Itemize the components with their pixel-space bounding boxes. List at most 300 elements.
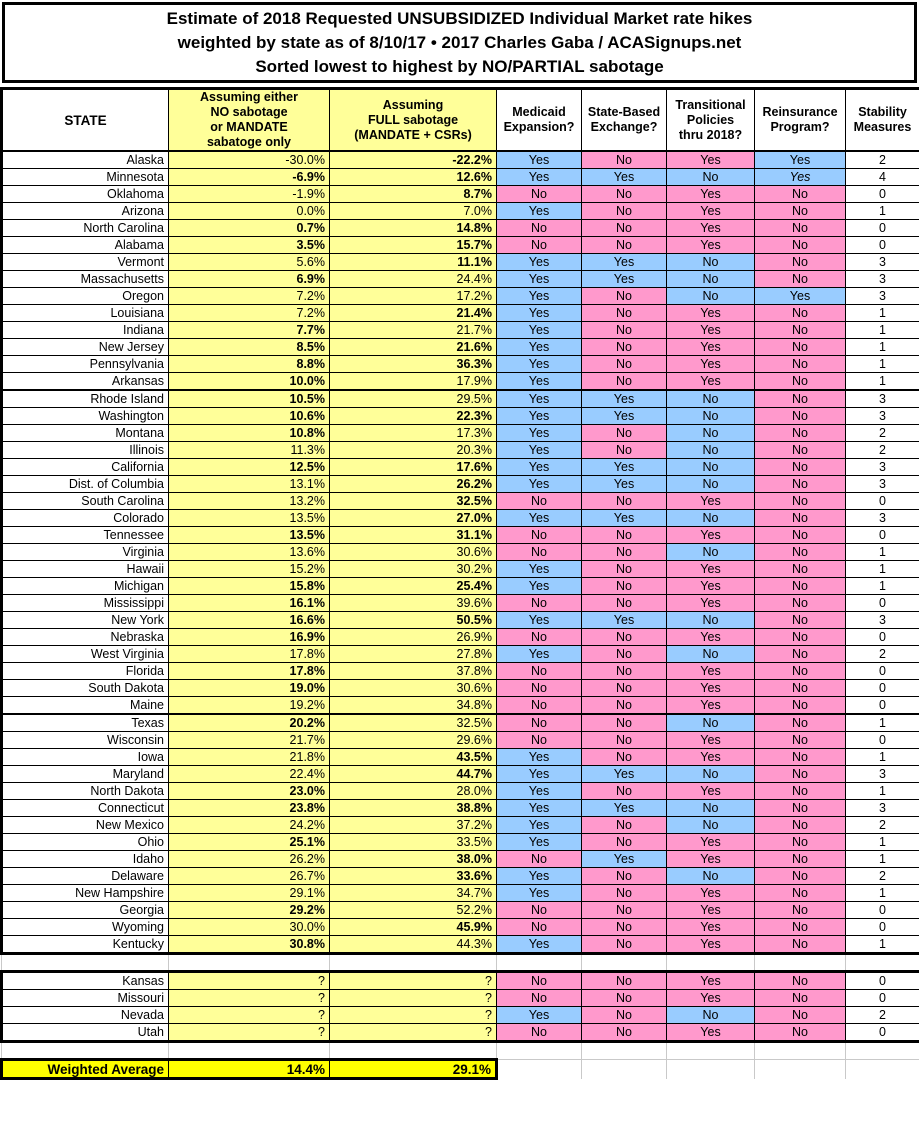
- title-line-3: Sorted lowest to highest by NO/PARTIAL sabotage: [255, 56, 664, 76]
- spacer-cell: [497, 954, 582, 972]
- transitional-policies-cell: Yes: [667, 1024, 755, 1042]
- spacer-cell: [497, 1042, 582, 1060]
- no-sabotage-rate-cell: ?: [169, 1024, 330, 1042]
- no-sabotage-rate-cell: 23.8%: [169, 800, 330, 817]
- full-sabotage-rate-cell: 17.9%: [330, 373, 497, 391]
- medicaid-expansion-cell: Yes: [497, 578, 582, 595]
- state-cell: Indiana: [2, 322, 169, 339]
- table-row: [2, 237, 919, 254]
- transitional-policies-cell: Yes: [667, 339, 755, 356]
- medicaid-expansion-cell: Yes: [497, 288, 582, 305]
- transitional-policies-cell: Yes: [667, 783, 755, 800]
- no-sabotage-rate-cell: -6.9%: [169, 169, 330, 186]
- spacer-cell: [330, 1042, 497, 1060]
- no-sabotage-rate-cell: 8.5%: [169, 339, 330, 356]
- table-row: [2, 561, 919, 578]
- spacer-cell: [582, 1042, 667, 1060]
- state-exchange-cell: Yes: [582, 476, 667, 493]
- no-sabotage-rate-cell: 15.2%: [169, 561, 330, 578]
- medicaid-expansion-cell: Yes: [497, 510, 582, 527]
- table-row: [2, 972, 919, 990]
- state-exchange-cell: No: [582, 936, 667, 954]
- reinsurance-program-cell: No: [755, 305, 846, 322]
- state-exchange-cell: Yes: [582, 851, 667, 868]
- state-exchange-cell: Yes: [582, 271, 667, 288]
- stability-measures-cell: 3: [846, 612, 919, 629]
- transitional-policies-cell: Yes: [667, 990, 755, 1007]
- stability-measures-cell: 0: [846, 697, 919, 715]
- full-sabotage-rate-cell: 12.6%: [330, 169, 497, 186]
- medicaid-expansion-cell: Yes: [497, 151, 582, 169]
- transitional-policies-cell: Yes: [667, 305, 755, 322]
- spacer-cell: [582, 1060, 667, 1079]
- transitional-policies-cell: No: [667, 766, 755, 783]
- transitional-policies-cell: Yes: [667, 493, 755, 510]
- state-cell: Maryland: [2, 766, 169, 783]
- state-cell: Mississippi: [2, 595, 169, 612]
- state-cell: Delaware: [2, 868, 169, 885]
- no-sabotage-rate-cell: 0.0%: [169, 203, 330, 220]
- transitional-policies-cell: Yes: [667, 356, 755, 373]
- full-sabotage-rate-cell: 27.8%: [330, 646, 497, 663]
- reinsurance-program-cell: No: [755, 186, 846, 203]
- reinsurance-program-cell: No: [755, 322, 846, 339]
- stability-measures-cell: 1: [846, 851, 919, 868]
- stability-measures-cell: 1: [846, 749, 919, 766]
- table-row: [2, 783, 919, 800]
- medicaid-expansion-cell: Yes: [497, 476, 582, 493]
- state-exchange-cell: No: [582, 732, 667, 749]
- state-cell: Alaska: [2, 151, 169, 169]
- stability-measures-cell: 3: [846, 510, 919, 527]
- medicaid-expansion-cell: Yes: [497, 425, 582, 442]
- full-sabotage-rate-cell: 33.6%: [330, 868, 497, 885]
- state-cell: North Dakota: [2, 783, 169, 800]
- state-cell: Oregon: [2, 288, 169, 305]
- state-cell: South Dakota: [2, 680, 169, 697]
- no-sabotage-rate-cell: 21.8%: [169, 749, 330, 766]
- table-row: [2, 544, 919, 561]
- table-row: [2, 885, 919, 902]
- no-sabotage-rate-cell: -1.9%: [169, 186, 330, 203]
- transitional-policies-cell: No: [667, 390, 755, 408]
- full-sabotage-rate-cell: 25.4%: [330, 578, 497, 595]
- full-sabotage-rate-cell: 22.3%: [330, 408, 497, 425]
- full-sabotage-rate-cell: 11.1%: [330, 254, 497, 271]
- reinsurance-program-cell: Yes: [755, 151, 846, 169]
- state-exchange-cell: No: [582, 749, 667, 766]
- medicaid-expansion-cell: Yes: [497, 271, 582, 288]
- state-exchange-cell: No: [582, 151, 667, 169]
- no-sabotage-rate-cell: 10.0%: [169, 373, 330, 391]
- state-cell: Virginia: [2, 544, 169, 561]
- medicaid-expansion-cell: No: [497, 919, 582, 936]
- table-row: [2, 697, 919, 715]
- medicaid-expansion-cell: No: [497, 663, 582, 680]
- state-cell: Georgia: [2, 902, 169, 919]
- medicaid-expansion-cell: Yes: [497, 339, 582, 356]
- full-sabotage-rate-cell: 30.6%: [330, 680, 497, 697]
- medicaid-expansion-cell: No: [497, 714, 582, 732]
- reinsurance-program-cell: No: [755, 646, 846, 663]
- transitional-policies-cell: No: [667, 800, 755, 817]
- medicaid-expansion-cell: Yes: [497, 868, 582, 885]
- transitional-policies-cell: Yes: [667, 595, 755, 612]
- stability-measures-cell: 0: [846, 972, 919, 990]
- stability-measures-cell: 1: [846, 322, 919, 339]
- transitional-policies-cell: No: [667, 271, 755, 288]
- medicaid-expansion-cell: Yes: [497, 1007, 582, 1024]
- reinsurance-program-cell: No: [755, 459, 846, 476]
- no-sabotage-rate-cell: 30.0%: [169, 919, 330, 936]
- stability-measures-cell: 0: [846, 990, 919, 1007]
- reinsurance-program-cell: No: [755, 885, 846, 902]
- table-row: [2, 169, 919, 186]
- table-row: [2, 459, 919, 476]
- stability-measures-cell: 0: [846, 663, 919, 680]
- spacer-cell: [169, 954, 330, 972]
- medicaid-expansion-cell: No: [497, 595, 582, 612]
- no-sabotage-rate-cell: 5.6%: [169, 254, 330, 271]
- full-sabotage-rate-cell: 14.8%: [330, 220, 497, 237]
- stability-measures-cell: 2: [846, 1007, 919, 1024]
- state-cell: Utah: [2, 1024, 169, 1042]
- medicaid-expansion-cell: Yes: [497, 373, 582, 391]
- reinsurance-program-cell: No: [755, 817, 846, 834]
- full-sabotage-rate-cell: 38.8%: [330, 800, 497, 817]
- spacer-cell: [169, 1042, 330, 1060]
- full-sabotage-rate-cell: 39.6%: [330, 595, 497, 612]
- table-row: [2, 356, 919, 373]
- column-header-stability: Stability Measures: [846, 89, 919, 152]
- stability-measures-cell: 1: [846, 561, 919, 578]
- stability-measures-cell: 1: [846, 834, 919, 851]
- transitional-policies-cell: No: [667, 510, 755, 527]
- full-sabotage-rate-cell: 20.3%: [330, 442, 497, 459]
- state-exchange-cell: No: [582, 817, 667, 834]
- full-sabotage-rate-cell: 17.6%: [330, 459, 497, 476]
- stability-measures-cell: 0: [846, 220, 919, 237]
- stability-measures-cell: 2: [846, 442, 919, 459]
- full-sabotage-rate-cell: 26.2%: [330, 476, 497, 493]
- reinsurance-program-cell: No: [755, 578, 846, 595]
- table-row: [2, 510, 919, 527]
- reinsurance-program-cell: No: [755, 936, 846, 954]
- spacer-cell: [846, 1060, 919, 1079]
- state-cell: Vermont: [2, 254, 169, 271]
- state-cell: New Jersey: [2, 339, 169, 356]
- medicaid-expansion-cell: Yes: [497, 817, 582, 834]
- stability-measures-cell: 1: [846, 339, 919, 356]
- state-cell: Rhode Island: [2, 390, 169, 408]
- medicaid-expansion-cell: No: [497, 493, 582, 510]
- transitional-policies-cell: Yes: [667, 527, 755, 544]
- state-cell: New Hampshire: [2, 885, 169, 902]
- full-sabotage-rate-cell: 15.7%: [330, 237, 497, 254]
- reinsurance-program-cell: No: [755, 834, 846, 851]
- table-row: [2, 254, 919, 271]
- medicaid-expansion-cell: No: [497, 629, 582, 646]
- transitional-policies-cell: Yes: [667, 919, 755, 936]
- full-sabotage-rate-cell: -22.2%: [330, 151, 497, 169]
- no-sabotage-rate-cell: 24.2%: [169, 817, 330, 834]
- reinsurance-program-cell: No: [755, 561, 846, 578]
- state-cell: Kentucky: [2, 936, 169, 954]
- state-cell: Florida: [2, 663, 169, 680]
- table-row: [2, 834, 919, 851]
- transitional-policies-cell: Yes: [667, 732, 755, 749]
- stability-measures-cell: 1: [846, 356, 919, 373]
- stability-measures-cell: 0: [846, 1024, 919, 1042]
- transitional-policies-cell: No: [667, 425, 755, 442]
- state-exchange-cell: Yes: [582, 800, 667, 817]
- state-cell: Idaho: [2, 851, 169, 868]
- no-sabotage-rate-cell: 21.7%: [169, 732, 330, 749]
- reinsurance-program-cell: No: [755, 732, 846, 749]
- state-exchange-cell: No: [582, 1024, 667, 1042]
- state-exchange-cell: No: [582, 783, 667, 800]
- medicaid-expansion-cell: No: [497, 902, 582, 919]
- medicaid-expansion-cell: Yes: [497, 203, 582, 220]
- rate-hikes-table: [0, 87, 919, 1080]
- state-exchange-cell: Yes: [582, 408, 667, 425]
- medicaid-expansion-cell: Yes: [497, 885, 582, 902]
- spacer-cell: [497, 1060, 582, 1079]
- state-cell: Colorado: [2, 510, 169, 527]
- full-sabotage-rate-cell: 32.5%: [330, 493, 497, 510]
- reinsurance-program-cell: No: [755, 373, 846, 391]
- no-sabotage-rate-cell: -30.0%: [169, 151, 330, 169]
- full-sabotage-rate-cell: 31.1%: [330, 527, 497, 544]
- no-sabotage-rate-cell: 19.0%: [169, 680, 330, 697]
- state-cell: Kansas: [2, 972, 169, 990]
- state-cell: Nevada: [2, 1007, 169, 1024]
- stability-measures-cell: 1: [846, 203, 919, 220]
- medicaid-expansion-cell: Yes: [497, 442, 582, 459]
- transitional-policies-cell: No: [667, 476, 755, 493]
- reinsurance-program-cell: No: [755, 972, 846, 990]
- state-cell: Oklahoma: [2, 186, 169, 203]
- no-sabotage-rate-cell: ?: [169, 972, 330, 990]
- full-sabotage-rate-cell: 36.3%: [330, 356, 497, 373]
- reinsurance-program-cell: No: [755, 510, 846, 527]
- table-row: [2, 442, 919, 459]
- stability-measures-cell: 3: [846, 476, 919, 493]
- state-cell: California: [2, 459, 169, 476]
- medicaid-expansion-cell: No: [497, 732, 582, 749]
- transitional-policies-cell: No: [667, 544, 755, 561]
- reinsurance-program-cell: No: [755, 408, 846, 425]
- table-row: [2, 1007, 919, 1024]
- state-cell: Hawaii: [2, 561, 169, 578]
- state-exchange-cell: No: [582, 220, 667, 237]
- state-cell: Tennessee: [2, 527, 169, 544]
- state-cell: Nebraska: [2, 629, 169, 646]
- reinsurance-program-cell: No: [755, 237, 846, 254]
- spacer-cell: [846, 954, 919, 972]
- medicaid-expansion-cell: Yes: [497, 459, 582, 476]
- state-cell: New Mexico: [2, 817, 169, 834]
- full-sabotage-rate-cell: 29.6%: [330, 732, 497, 749]
- state-cell: West Virginia: [2, 646, 169, 663]
- spacer-cell: [667, 954, 755, 972]
- state-cell: Alabama: [2, 237, 169, 254]
- reinsurance-program-cell: No: [755, 544, 846, 561]
- medicaid-expansion-cell: No: [497, 1024, 582, 1042]
- state-cell: Ohio: [2, 834, 169, 851]
- column-header-state: STATE: [2, 89, 169, 152]
- no-sabotage-rate-cell: 10.5%: [169, 390, 330, 408]
- table-row: [2, 766, 919, 783]
- transitional-policies-cell: Yes: [667, 663, 755, 680]
- stability-measures-cell: 2: [846, 151, 919, 169]
- state-exchange-cell: No: [582, 561, 667, 578]
- state-cell: Connecticut: [2, 800, 169, 817]
- full-sabotage-rate-cell: 28.0%: [330, 783, 497, 800]
- medicaid-expansion-cell: No: [497, 697, 582, 715]
- full-sabotage-rate-cell: 30.2%: [330, 561, 497, 578]
- medicaid-expansion-cell: Yes: [497, 305, 582, 322]
- transitional-policies-cell: No: [667, 612, 755, 629]
- state-cell: Wisconsin: [2, 732, 169, 749]
- reinsurance-program-cell: Yes: [755, 288, 846, 305]
- no-sabotage-rate-cell: ?: [169, 990, 330, 1007]
- table-row: [2, 425, 919, 442]
- column-header-no_sabotage: Assuming either NO sabotage or MANDATE sabatoge only: [169, 89, 330, 152]
- state-exchange-cell: No: [582, 305, 667, 322]
- spacer-cell: [667, 1060, 755, 1079]
- no-sabotage-rate-cell: 7.2%: [169, 288, 330, 305]
- stability-measures-cell: 1: [846, 373, 919, 391]
- full-sabotage-rate-cell: 26.9%: [330, 629, 497, 646]
- full-sabotage-rate-cell: 21.4%: [330, 305, 497, 322]
- table-row: [2, 527, 919, 544]
- reinsurance-program-cell: No: [755, 339, 846, 356]
- full-sabotage-rate-cell: 37.2%: [330, 817, 497, 834]
- table-row: [2, 612, 919, 629]
- reinsurance-program-cell: No: [755, 680, 846, 697]
- column-header-reinsurance: Reinsurance Program?: [755, 89, 846, 152]
- stability-measures-cell: 3: [846, 800, 919, 817]
- state-cell: Illinois: [2, 442, 169, 459]
- no-sabotage-rate-cell: 16.9%: [169, 629, 330, 646]
- spacer-cell: [2, 954, 169, 972]
- state-exchange-cell: No: [582, 356, 667, 373]
- table-row: [2, 868, 919, 885]
- transitional-policies-cell: Yes: [667, 972, 755, 990]
- reinsurance-program-cell: No: [755, 902, 846, 919]
- no-sabotage-rate-cell: 12.5%: [169, 459, 330, 476]
- medicaid-expansion-cell: No: [497, 972, 582, 990]
- transitional-policies-cell: Yes: [667, 186, 755, 203]
- state-cell: Montana: [2, 425, 169, 442]
- no-sabotage-rate-cell: 30.8%: [169, 936, 330, 954]
- medicaid-expansion-cell: Yes: [497, 766, 582, 783]
- state-exchange-cell: No: [582, 339, 667, 356]
- stability-measures-cell: 1: [846, 714, 919, 732]
- no-sabotage-rate-cell: 13.6%: [169, 544, 330, 561]
- state-exchange-cell: No: [582, 442, 667, 459]
- transitional-policies-cell: No: [667, 1007, 755, 1024]
- reinsurance-program-cell: No: [755, 868, 846, 885]
- state-exchange-cell: No: [582, 373, 667, 391]
- medicaid-expansion-cell: No: [497, 680, 582, 697]
- medicaid-expansion-cell: No: [497, 851, 582, 868]
- transitional-policies-cell: No: [667, 442, 755, 459]
- full-sabotage-rate-cell: 32.5%: [330, 714, 497, 732]
- table-row: [2, 203, 919, 220]
- state-cell: Iowa: [2, 749, 169, 766]
- full-sabotage-rate-cell: 17.3%: [330, 425, 497, 442]
- transitional-policies-cell: No: [667, 714, 755, 732]
- stability-measures-cell: 2: [846, 868, 919, 885]
- table-row: [2, 629, 919, 646]
- full-sabotage-rate-cell: ?: [330, 972, 497, 990]
- full-sabotage-rate-cell: 43.5%: [330, 749, 497, 766]
- table-row: [2, 919, 919, 936]
- no-sabotage-rate-cell: 17.8%: [169, 663, 330, 680]
- medicaid-expansion-cell: No: [497, 544, 582, 561]
- no-sabotage-rate-cell: 8.8%: [169, 356, 330, 373]
- table-row: [2, 902, 919, 919]
- state-exchange-cell: No: [582, 972, 667, 990]
- reinsurance-program-cell: No: [755, 527, 846, 544]
- stability-measures-cell: 2: [846, 425, 919, 442]
- medicaid-expansion-cell: Yes: [497, 169, 582, 186]
- no-sabotage-rate-cell: 0.7%: [169, 220, 330, 237]
- stability-measures-cell: 4: [846, 169, 919, 186]
- no-sabotage-rate-cell: 10.8%: [169, 425, 330, 442]
- transitional-policies-cell: Yes: [667, 834, 755, 851]
- table-row: [2, 749, 919, 766]
- column-header-transitional: Transitional Policies thru 2018?: [667, 89, 755, 152]
- reinsurance-program-cell: No: [755, 851, 846, 868]
- state-exchange-cell: No: [582, 834, 667, 851]
- reinsurance-program-cell: No: [755, 271, 846, 288]
- transitional-policies-cell: Yes: [667, 322, 755, 339]
- reinsurance-program-cell: No: [755, 425, 846, 442]
- stability-measures-cell: 3: [846, 459, 919, 476]
- transitional-policies-cell: Yes: [667, 936, 755, 954]
- transitional-policies-cell: Yes: [667, 851, 755, 868]
- transitional-policies-cell: No: [667, 288, 755, 305]
- spacer-cell: [755, 954, 846, 972]
- no-sabotage-rate-cell: 16.6%: [169, 612, 330, 629]
- state-cell: Washington: [2, 408, 169, 425]
- no-sabotage-rate-cell: 13.5%: [169, 510, 330, 527]
- table-row: [2, 493, 919, 510]
- transitional-policies-cell: Yes: [667, 902, 755, 919]
- state-exchange-cell: Yes: [582, 766, 667, 783]
- stability-measures-cell: 3: [846, 254, 919, 271]
- state-exchange-cell: No: [582, 322, 667, 339]
- stability-measures-cell: 0: [846, 680, 919, 697]
- table-row: [2, 186, 919, 203]
- medicaid-expansion-cell: No: [497, 186, 582, 203]
- no-sabotage-rate-cell: 13.5%: [169, 527, 330, 544]
- full-sabotage-rate-cell: 44.7%: [330, 766, 497, 783]
- table-row: [2, 578, 919, 595]
- reinsurance-program-cell: No: [755, 697, 846, 715]
- no-sabotage-rate-cell: 19.2%: [169, 697, 330, 715]
- full-sabotage-rate-cell: 52.2%: [330, 902, 497, 919]
- full-sabotage-rate-cell: 21.6%: [330, 339, 497, 356]
- reinsurance-program-cell: No: [755, 990, 846, 1007]
- state-cell: Maine: [2, 697, 169, 715]
- state-cell: Wyoming: [2, 919, 169, 936]
- state-exchange-cell: Yes: [582, 390, 667, 408]
- no-sabotage-rate-cell: 29.2%: [169, 902, 330, 919]
